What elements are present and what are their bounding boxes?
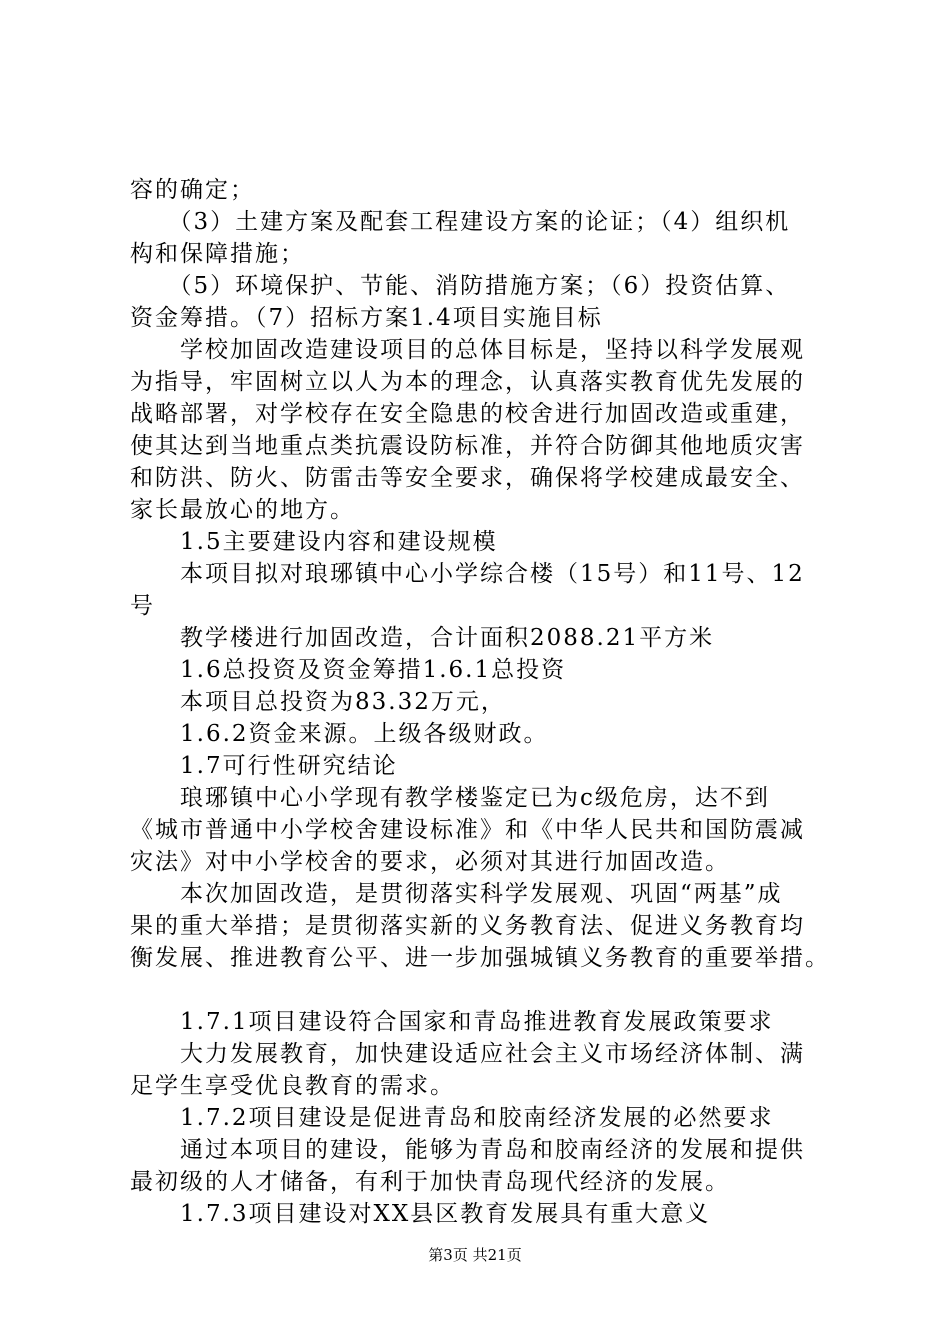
text-line: 本项目总投资为83.32万元， bbox=[130, 689, 506, 715]
section-heading: 1.7.2项目建设是促进青岛和胶南经济发展的必然要求 bbox=[130, 1105, 774, 1131]
text-line: 为指导，牢固树立以人为本的理念，认真落实教育优先发展的 bbox=[130, 369, 805, 395]
text-line: 大力发展教育，加快建设适应社会主义市场经济体制、满 bbox=[130, 1041, 805, 1067]
text-line: （5）环境保护、节能、消防措施方案；（6）投资估算、 bbox=[130, 273, 791, 299]
text-line: 教学楼进行加固改造，合计面积2088.21平方米 bbox=[130, 625, 715, 651]
text-line: 号 bbox=[130, 593, 155, 619]
section-heading: 1.7.1项目建设符合国家和青岛推进教育发展政策要求 bbox=[130, 1009, 774, 1035]
text-line: 使其达到当地重点类抗震设防标准，并符合防御其他地质灾害 bbox=[130, 433, 805, 459]
text-line: 1.6.2资金来源。上级各级财政。 bbox=[130, 721, 549, 747]
text-line: 衡发展、推进教育公平、进一步加强城镇义务教育的重要举措。 bbox=[130, 945, 830, 971]
text-line: 和防洪、防火、防雷击等安全要求，确保将学校建成最安全、 bbox=[130, 465, 805, 491]
text-line: 资金筹措。（7）招标方案1.4项目实施目标 bbox=[130, 305, 603, 331]
text-line: 最初级的人才储备，有利于加快青岛现代经济的发展。 bbox=[130, 1169, 730, 1195]
text-line: 琅琊镇中心小学现有教学楼鉴定已为c级危房，达不到 bbox=[130, 785, 770, 811]
text-line: 《城市普通中小学校舍建设标准》和《中华人民共和国防震减 bbox=[130, 817, 805, 843]
text-line: 本项目拟对琅琊镇中心小学综合楼（15号）和11号、12 bbox=[130, 561, 805, 587]
text-line: 容的确定； bbox=[130, 177, 255, 203]
section-heading: 1.5主要建设内容和建设规模 bbox=[130, 529, 498, 555]
section-heading: 1.6总投资及资金筹措1.6.1总投资 bbox=[130, 657, 567, 683]
page-footer: 第3页 共21页 bbox=[428, 1246, 522, 1264]
text-line: 通过本项目的建设，能够为青岛和胶南经济的发展和提供 bbox=[130, 1137, 805, 1163]
text-line: 果的重大举措；是贯彻落实新的义务教育法、促进义务教育均 bbox=[130, 913, 805, 939]
section-heading: 1.7可行性研究结论 bbox=[130, 753, 398, 779]
text-line: 学校加固改造建设项目的总体目标是，坚持以科学发展观 bbox=[130, 337, 805, 363]
text-line: 足学生享受优良教育的需求。 bbox=[130, 1073, 455, 1099]
section-heading: 1.7.3项目建设对XX县区教育发展具有重大意义 bbox=[130, 1201, 711, 1227]
text-line: 战略部署，对学校存在安全隐患的校舍进行加固改造或重建， bbox=[130, 401, 805, 427]
text-line: 灾法》对中小学校舍的要求，必须对其进行加固改造。 bbox=[130, 849, 730, 875]
text-line: 构和保障措施； bbox=[130, 241, 305, 267]
text-line: 家长最放心的地方。 bbox=[130, 497, 355, 523]
text-line: 本次加固改造，是贯彻落实科学发展观、巩固“两基”成 bbox=[130, 881, 783, 907]
text-line: （3）土建方案及配套工程建设方案的论证；（4）组织机 bbox=[130, 209, 791, 235]
